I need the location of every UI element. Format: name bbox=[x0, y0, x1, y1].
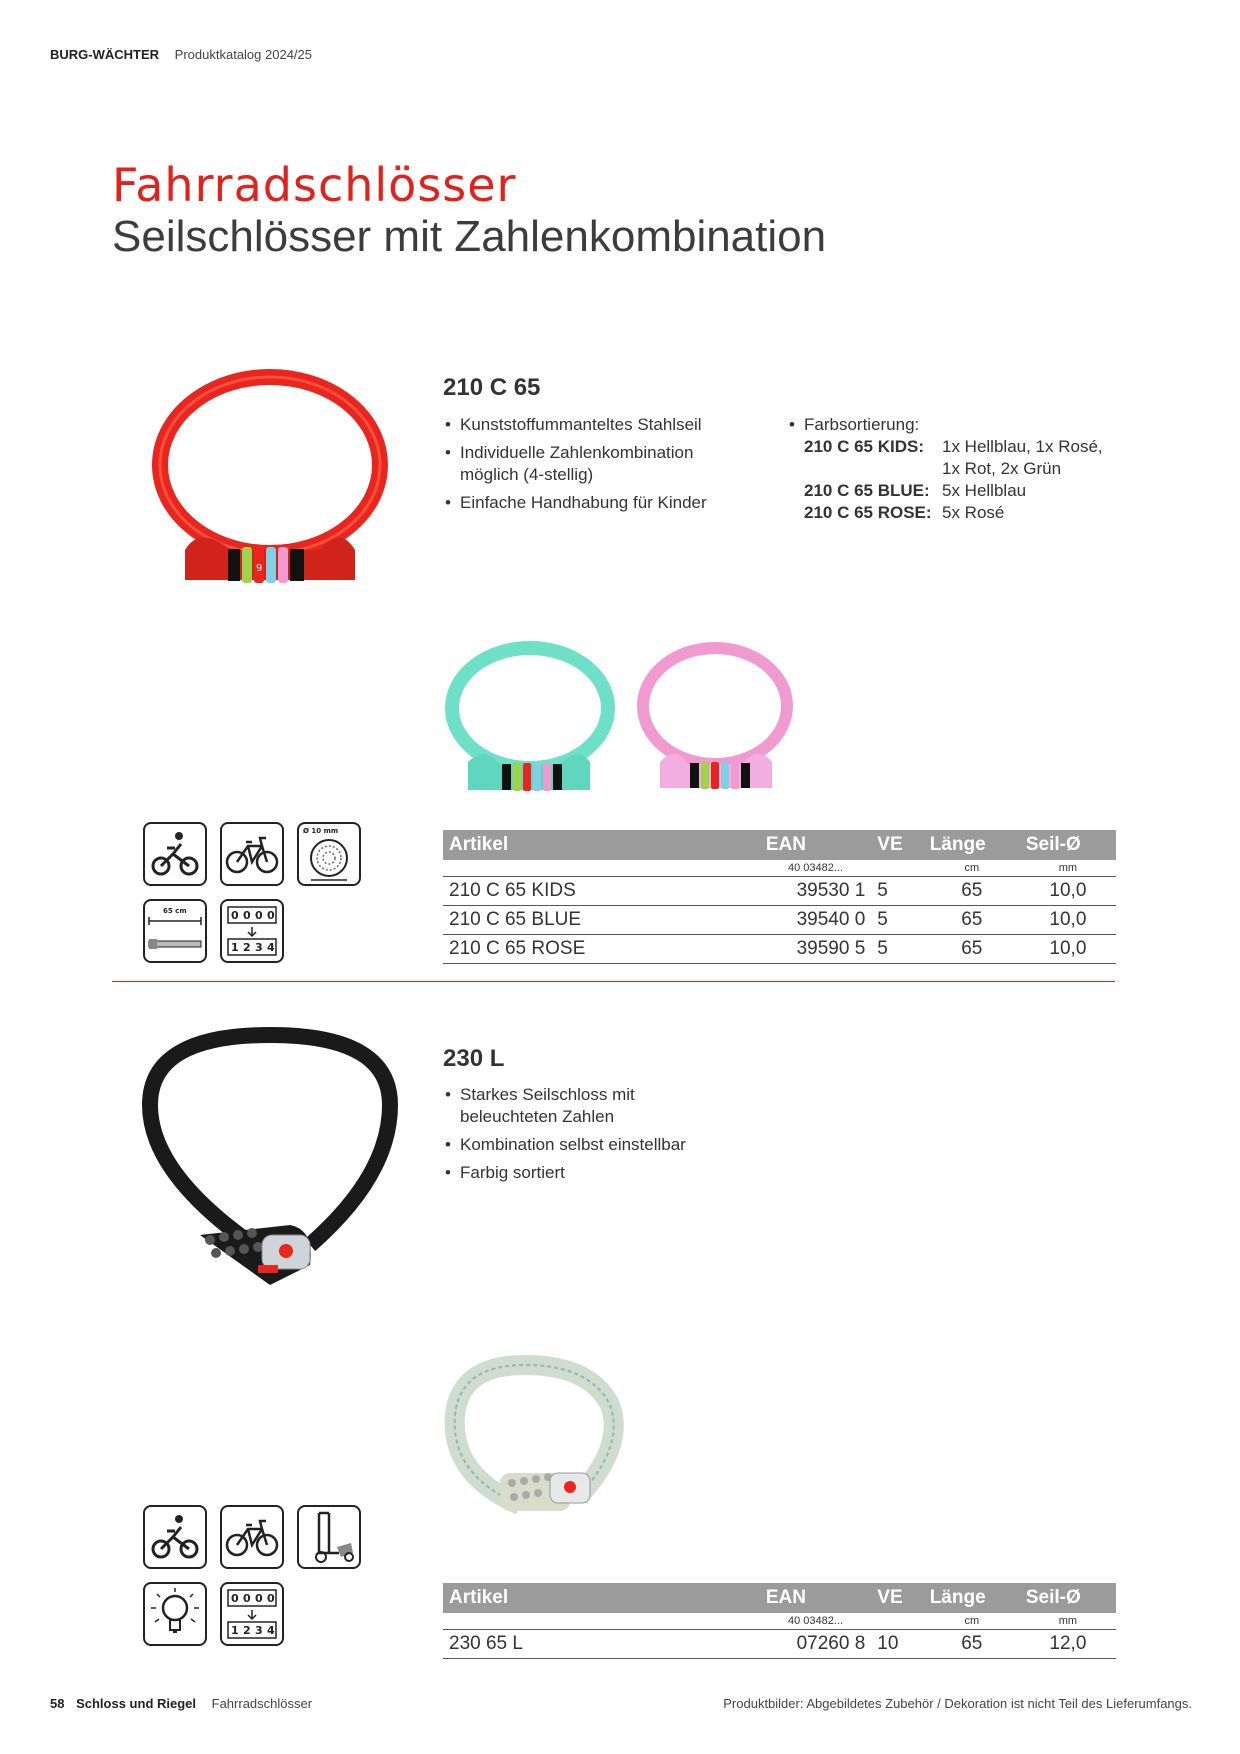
cell-seil: 10,0 bbox=[1020, 876, 1116, 905]
col-artikel: Artikel bbox=[443, 830, 760, 860]
product-title-230l: 230 L bbox=[443, 1045, 505, 1072]
svg-text:1: 1 bbox=[231, 1624, 239, 1637]
table-header-row bbox=[443, 830, 1116, 860]
feature-item: • Einfache Handhabung für Kinder bbox=[443, 492, 743, 514]
hand-truck-icon bbox=[297, 1505, 361, 1569]
cell-seil: 10,0 bbox=[1020, 934, 1116, 963]
light-bulb-icon bbox=[143, 1582, 207, 1646]
color-value: 5x Rosé bbox=[942, 503, 1005, 522]
col-seil: Seil-Ø bbox=[1020, 1583, 1116, 1613]
color-label: 210 C 65 KIDS: bbox=[804, 437, 924, 456]
cable-diameter-icon bbox=[297, 822, 361, 886]
combination-code-icon bbox=[220, 899, 284, 963]
section-divider bbox=[112, 981, 1115, 982]
svg-text:0: 0 bbox=[243, 1592, 251, 1605]
table-row bbox=[443, 934, 1116, 963]
page-subtitle: Seilschlösser mit Zahlenkombination bbox=[112, 212, 827, 261]
svg-text:4: 4 bbox=[267, 1624, 275, 1637]
cell-ean: 39530 1 bbox=[760, 876, 871, 905]
cell-laenge: 65 bbox=[924, 934, 1020, 963]
page-number: 58 bbox=[50, 1696, 65, 1711]
svg-text:4: 4 bbox=[267, 941, 275, 954]
product-title-210c65: 210 C 65 bbox=[443, 374, 541, 401]
svg-text:3: 3 bbox=[255, 1624, 263, 1637]
svg-text:2: 2 bbox=[243, 941, 251, 954]
unit-mm: mm bbox=[1020, 1613, 1116, 1629]
feature-item: • Kunststoffummanteltes Stahlseil bbox=[443, 414, 743, 436]
footer-chapter: Fahrradschlösser bbox=[211, 1696, 313, 1711]
brand-name: BURG-WÄCHTER bbox=[50, 47, 160, 62]
unit-mm: mm bbox=[1020, 860, 1116, 876]
svg-text:2: 2 bbox=[243, 1624, 251, 1637]
cell-ean: 39590 5 bbox=[760, 934, 871, 963]
color-value: 5x Hellblau bbox=[942, 481, 1027, 500]
product1-article-table bbox=[443, 830, 1116, 964]
color-assortment-header: • Farbsortierung: bbox=[787, 414, 1103, 436]
svg-text:0: 0 bbox=[243, 909, 251, 922]
feature-item: • Kombination selbst einstellbar bbox=[443, 1134, 703, 1156]
combination-code-icon bbox=[220, 1582, 284, 1646]
color-assortment bbox=[787, 414, 1103, 524]
svg-text:9: 9 bbox=[256, 563, 263, 574]
col-artikel: Artikel bbox=[443, 1583, 760, 1613]
page-title: Fahrradschlösser bbox=[112, 158, 517, 212]
bicycle-icon bbox=[220, 822, 284, 886]
cell-ve: 5 bbox=[871, 934, 923, 963]
product2-features bbox=[443, 1084, 703, 1190]
cable-length-icon bbox=[143, 899, 207, 963]
svg-text:0: 0 bbox=[255, 909, 263, 922]
teal-cable-lock-image bbox=[440, 640, 620, 800]
color-value: 1x Rot, 2x Grün bbox=[942, 459, 1062, 478]
svg-text:0: 0 bbox=[231, 909, 239, 922]
col-seil: Seil-Ø bbox=[1020, 830, 1116, 860]
cell-artikel: 210 C 65 BLUE bbox=[443, 905, 760, 934]
cell-ve: 5 bbox=[871, 905, 923, 934]
bicycle-icon bbox=[220, 1505, 284, 1569]
table-row bbox=[443, 1629, 1116, 1658]
svg-text:0: 0 bbox=[231, 1592, 239, 1605]
color-label: 210 C 65 BLUE: bbox=[804, 481, 930, 500]
ean-prefix: 40 03482... bbox=[760, 1613, 871, 1629]
cell-laenge: 65 bbox=[924, 876, 1020, 905]
diameter-label: Ø 10 mm bbox=[303, 827, 339, 835]
cell-seil: 12,0 bbox=[1020, 1629, 1116, 1658]
cell-ean: 39540 0 bbox=[760, 905, 871, 934]
col-laenge: Länge bbox=[924, 1583, 1020, 1613]
table-subheader-row bbox=[443, 860, 1116, 876]
svg-text:3: 3 bbox=[255, 941, 263, 954]
cell-artikel: 230 65 L bbox=[443, 1629, 760, 1658]
cell-artikel: 210 C 65 ROSE bbox=[443, 934, 760, 963]
child-bike-icon bbox=[143, 822, 207, 886]
table-row bbox=[443, 905, 1116, 934]
length-label: 65 cm bbox=[163, 907, 187, 915]
svg-text:0: 0 bbox=[267, 1592, 275, 1605]
catalog-name: Produktkatalog 2024/25 bbox=[174, 47, 312, 62]
col-ve: VE bbox=[871, 1583, 923, 1613]
pink-cable-lock-image bbox=[630, 640, 800, 800]
cell-laenge: 65 bbox=[924, 905, 1020, 934]
cell-artikel: 210 C 65 KIDS bbox=[443, 876, 760, 905]
footer-note: Produktbilder: Abgebildetes Zubehör / Dekoration ist nicht Teil des Lieferumfangs. bbox=[723, 1696, 1192, 1711]
red-cable-lock-image bbox=[140, 365, 400, 605]
black-cable-lock-image bbox=[140, 1025, 410, 1300]
col-ve: VE bbox=[871, 830, 923, 860]
page-footer bbox=[50, 1696, 312, 1711]
color-value: 1x Hellblau, 1x Rosé, bbox=[942, 437, 1103, 456]
cell-ve: 5 bbox=[871, 876, 923, 905]
feature-item: • Starkes Seilschloss mit beleuchteten Zahlen bbox=[443, 1084, 703, 1128]
col-ean: EAN bbox=[760, 1583, 871, 1613]
cell-ean: 07260 8 bbox=[760, 1629, 871, 1658]
table-subheader-row bbox=[443, 1613, 1116, 1629]
svg-text:1: 1 bbox=[231, 941, 239, 954]
child-bike-icon bbox=[143, 1505, 207, 1569]
clear-cable-lock-image bbox=[440, 1355, 630, 1540]
col-laenge: Länge bbox=[924, 830, 1020, 860]
color-label: 210 C 65 ROSE: bbox=[804, 503, 932, 522]
cell-ve: 10 bbox=[871, 1629, 923, 1658]
svg-text:0: 0 bbox=[267, 909, 275, 922]
table-row bbox=[443, 876, 1116, 905]
ean-prefix: 40 03482... bbox=[760, 860, 871, 876]
col-ean: EAN bbox=[760, 830, 871, 860]
feature-item: • Farbig sortiert bbox=[443, 1162, 703, 1184]
unit-cm: cm bbox=[924, 860, 1020, 876]
cell-laenge: 65 bbox=[924, 1629, 1020, 1658]
feature-item: • Individuelle Zahlenkombination möglich (4-stellig) bbox=[443, 442, 743, 486]
svg-text:0: 0 bbox=[255, 1592, 263, 1605]
footer-section: Schloss und Riegel bbox=[76, 1696, 197, 1711]
table-header-row bbox=[443, 1583, 1116, 1613]
product1-features bbox=[443, 414, 743, 520]
unit-cm: cm bbox=[924, 1613, 1020, 1629]
page-header bbox=[50, 47, 312, 62]
product2-article-table bbox=[443, 1583, 1116, 1659]
cell-seil: 10,0 bbox=[1020, 905, 1116, 934]
